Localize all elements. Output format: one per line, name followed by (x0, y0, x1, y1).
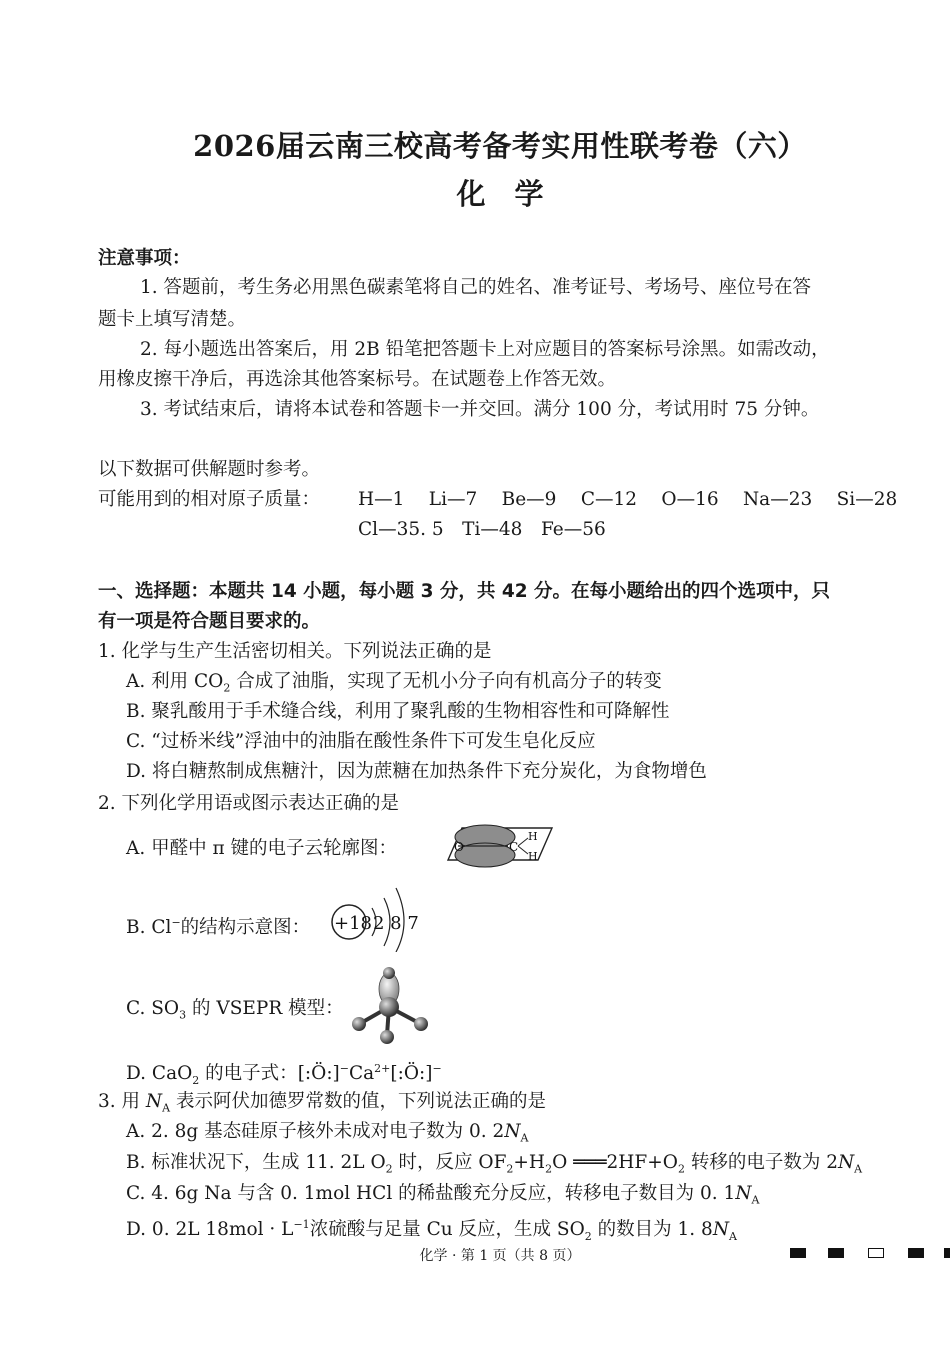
q2-option-a: A. 甲醛中 π 键的电子云轮廓图： (126, 838, 398, 859)
cao2-electron-formula: $[:Ö:]^-Ca^{2+}[:Ö:]^-$ (297, 1062, 442, 1085)
notice-item-3: 3. 考试结束后，请将本试卷和答题卡一并交回。满分 100 分，考试用时 75 分钟。 (140, 399, 820, 420)
reference-intro: 以下数据可供解题时参考。 (98, 459, 321, 480)
answer-sheet-mark-3 (868, 1248, 884, 1258)
q2-stem: 2. 下列化学用语或图示表达正确的是 (98, 793, 400, 814)
answer-sheet-mark-4 (908, 1248, 924, 1258)
subject-title: 化 学 (456, 177, 544, 211)
formaldehyde-c-label: C (509, 840, 519, 854)
formaldehyde-h-label-top: H (528, 830, 538, 843)
atomic-mass-label: 可能用到的相对原子质量： (98, 489, 321, 510)
q3-stem: 3. 用 $N_A$ 表示阿伏加德罗常数的值，下列说法正确的是 (98, 1091, 546, 1115)
formaldehyde-pi-bond-image (430, 822, 555, 878)
q2-option-d: D. CaO$_2$ 的电子式：$[:Ö:]^-Ca^{2+}[:Ö:]^-$ (126, 1062, 442, 1087)
formaldehyde-o-label: O (454, 840, 464, 854)
q2-option-b: B. Cl−的结构示意图： (126, 916, 311, 939)
q2-option-c: C. $SO_3$ 的 VSEPR 模型： (126, 998, 344, 1022)
answer-sheet-mark-5 (944, 1248, 950, 1258)
notice-item-1-line-1: 1. 答题前，考生务必用黑色碳素笔将自己的姓名、准考证号、考场号、座位号在答 (140, 277, 812, 298)
exam-title: 2026届云南三校高考备考实用性联考卷（六） (193, 129, 807, 163)
notice-item-2-line-1: 2. 每小题选出答案后，用 2B 铅笔把答题卡上对应题目的答案标号涂黑。如需改动， (140, 339, 830, 360)
atomic-mass-line-2: Cl—35. 5 Ti—48 Fe—56 (358, 519, 606, 540)
q3-option-c: C. 4. 6g Na 与含 0. 1mol HCl 的稀盐酸充分反应，转移电子数目为 0. $1N_A$ (126, 1183, 760, 1207)
so3-vsepr-model-image (347, 965, 432, 1049)
notice-item-1-line-2: 题卡上填写清楚。 (98, 309, 247, 330)
notice-heading: 注意事项： (98, 248, 191, 269)
q3-option-a: A. 2. 8g 基态硅原子核外未成对电子数为 0. $2N_A$ (126, 1121, 529, 1145)
formaldehyde-h-label-bottom: H (528, 850, 538, 863)
chloride-ion-structure-diagram (328, 880, 423, 956)
chloride-shell-electrons: 2 8 7 (373, 913, 419, 934)
notice-item-2-line-2: 用橡皮擦干净后，再选涂其他答案标号。在试题卷上作答无效。 (98, 369, 617, 390)
section-1-heading-line-2: 有一项是符合题目要求的。 (98, 611, 321, 632)
q1-stem: 1. 化学与生产生活密切相关。下列说法正确的是 (98, 641, 492, 662)
q3-option-d: D. 0. 2L $18mol \cdot L^{-1}$浓硫酸与足量 Cu 反应，生成 $SO_2$ 的数目为 1. $8N_A$ (126, 1218, 737, 1243)
atomic-mass-line-1: H—1 Li—7 Be—9 C—12 O—16 Na—23 Si—28 (358, 489, 898, 510)
answer-sheet-mark-1 (790, 1248, 806, 1258)
answer-sheet-mark-2 (828, 1248, 844, 1258)
q3-option-b: B. 标准状况下，生成 11. 2L $O_2$ 时，反应 $OF_2+H_2O$ $═══2HF+O_2$ 转移的电子数为 $2N_A$ (126, 1152, 863, 1176)
section-1-heading-line-1: 一、选择题：本题共 14 小题，每小题 3 分，共 42 分。在每小题给出的四个选项中，只 (98, 581, 831, 602)
q1-option-c: C. “过桥米线”浮油中的油脂在酸性条件下可发生皂化反应 (126, 731, 596, 752)
chloride-nucleus-label: +18 (334, 913, 372, 934)
page-footer: 化学 · 第 1 页（共 8 页） (419, 1248, 581, 1264)
q1-option-b: B. 聚乳酸用于手术缝合线，利用了聚乳酸的生物相容性和可降解性 (126, 701, 670, 722)
q1-option-d: D. 将白糖熬制成焦糖汁，因为蔗糖在加热条件下充分炭化，为食物增色 (126, 761, 707, 782)
q1-option-a: A. 利用 $CO_2$ 合成了油脂，实现了无机小分子向有机高分子的转变 (126, 671, 662, 695)
